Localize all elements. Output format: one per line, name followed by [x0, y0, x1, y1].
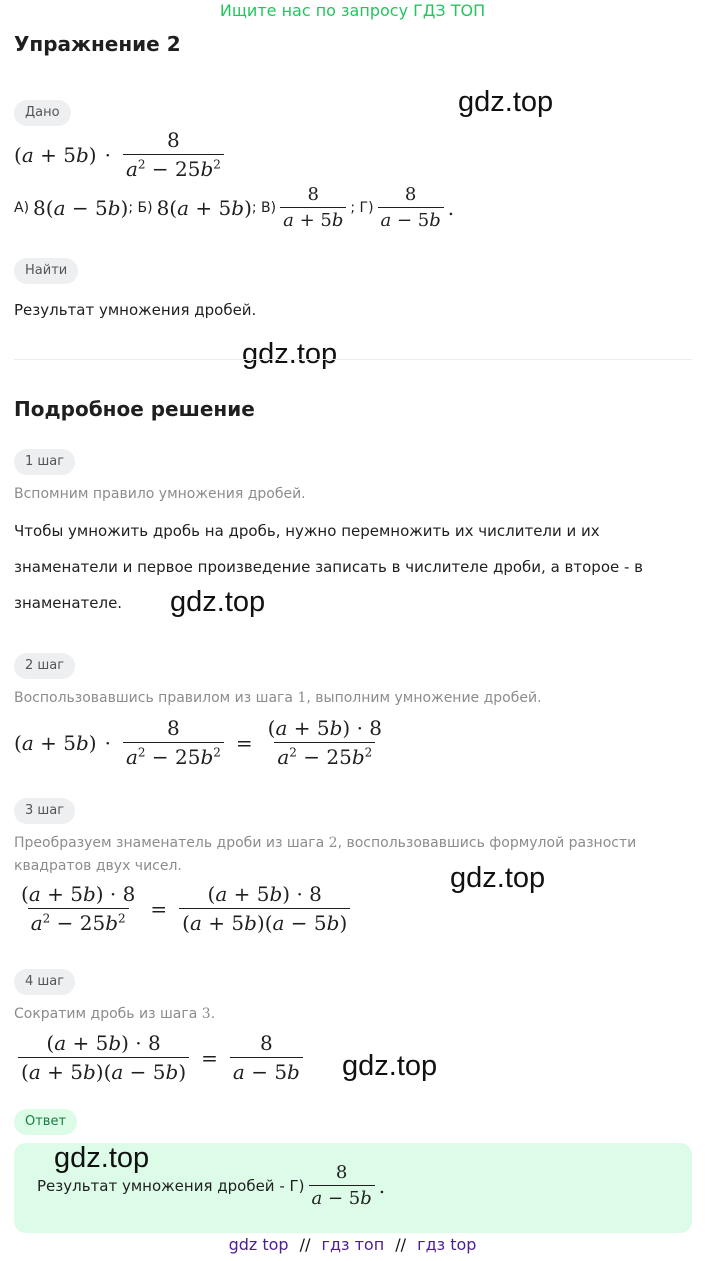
- exercise-title: Упражнение 2: [14, 32, 181, 56]
- answer-content: Результат умножения дробей - Г) $\frac{8}{a - 5b}$ .: [37, 1162, 386, 1209]
- step-2-hint: Воспользовавшись правилом из шага 1, выполним умножение дробей.: [14, 690, 542, 706]
- step-4-chip: 4 шаг: [14, 969, 75, 995]
- watermark: gdz.top: [458, 86, 554, 118]
- option-b-label: ; Б): [128, 199, 153, 216]
- watermark: gdz.top: [54, 1142, 150, 1174]
- solution-title: Подробное решение: [14, 397, 255, 421]
- option-v-label: ; В): [251, 199, 277, 216]
- find-chip: Найти: [14, 258, 78, 284]
- option-g-label: ; Г): [350, 199, 374, 216]
- footer-link-gdz-top-mixed[interactable]: гдз top: [417, 1235, 477, 1254]
- divider: [14, 359, 692, 360]
- watermark: gdz.top: [170, 586, 266, 618]
- given-expression: (a + 5b) · $\frac{8}{a^2 - 25b^2}$: [14, 128, 228, 181]
- watermark: gdz.top: [450, 862, 546, 894]
- footer-links: [0, 1235, 705, 1254]
- footer-separator: //: [299, 1235, 311, 1254]
- step-2-chip: 2 шаг: [14, 653, 75, 679]
- step-3-hint-line-2: квадратов двух чисел.: [14, 858, 182, 874]
- step-2-equation: (a + 5b) · $\frac{8}{a^2 - 25b^2}$ = $\frac{(a + 5b) \cdot 8}{a^2 - 25b^2}$: [14, 716, 383, 769]
- watermark: gdz.top: [342, 1050, 438, 1082]
- search-hint-link[interactable]: Ищите нас по запросу ГДЗ ТОП: [219, 1, 486, 20]
- answer-text: Результат умножения дробей - Г): [37, 1176, 305, 1195]
- footer-link-gdz-top[interactable]: gdz top: [228, 1235, 289, 1254]
- option-a-label: А): [14, 199, 30, 216]
- step-1-line-1: Чтобы умножить дробь на дробь, нужно перемножить их числители и их: [14, 522, 600, 540]
- footer-link-gdz-top-ru[interactable]: гдз топ: [321, 1235, 385, 1254]
- step-4-equation: $\frac{(a + 5b) \cdot 8}{(a + 5b)(a - 5b)}$ = $\frac{8}{a - 5b}$: [14, 1031, 307, 1084]
- step-1-hint: Вспомним правило умножения дробей.: [14, 486, 306, 502]
- find-text: Результат умножения дробей.: [14, 301, 257, 319]
- step-3-equation: $\frac{(a + 5b) \cdot 8}{a^2 - 25b^2}$ = $\frac{(a + 5b) \cdot 8}{(a + 5b)(a - 5b)}$: [14, 882, 354, 935]
- answer-options: А) 8(a − 5b) ; Б) 8(a + 5b) ; В) $\frac{8}{a + 5b}$ ; Г) $\frac{8}{a - 5b}$ .: [14, 184, 455, 231]
- step-3-chip: 3 шаг: [14, 798, 75, 824]
- step-1-line-2: знаменатели и первое произведение записать в числителе дроби, а второе - в: [14, 558, 644, 576]
- footer-separator: //: [395, 1235, 407, 1254]
- step-4-hint: Сократим дробь из шага 3.: [14, 1006, 216, 1022]
- watermark: gdz.top: [242, 338, 338, 370]
- given-chip: Дано: [14, 100, 71, 126]
- step-1-line-3: знаменателе.: [14, 594, 123, 612]
- answer-chip: Ответ: [14, 1109, 77, 1135]
- step-3-hint: Преобразуем знаменатель дроби из шага 2, воспользовавшись формулой разности: [14, 835, 637, 851]
- step-1-chip: 1 шаг: [14, 449, 75, 475]
